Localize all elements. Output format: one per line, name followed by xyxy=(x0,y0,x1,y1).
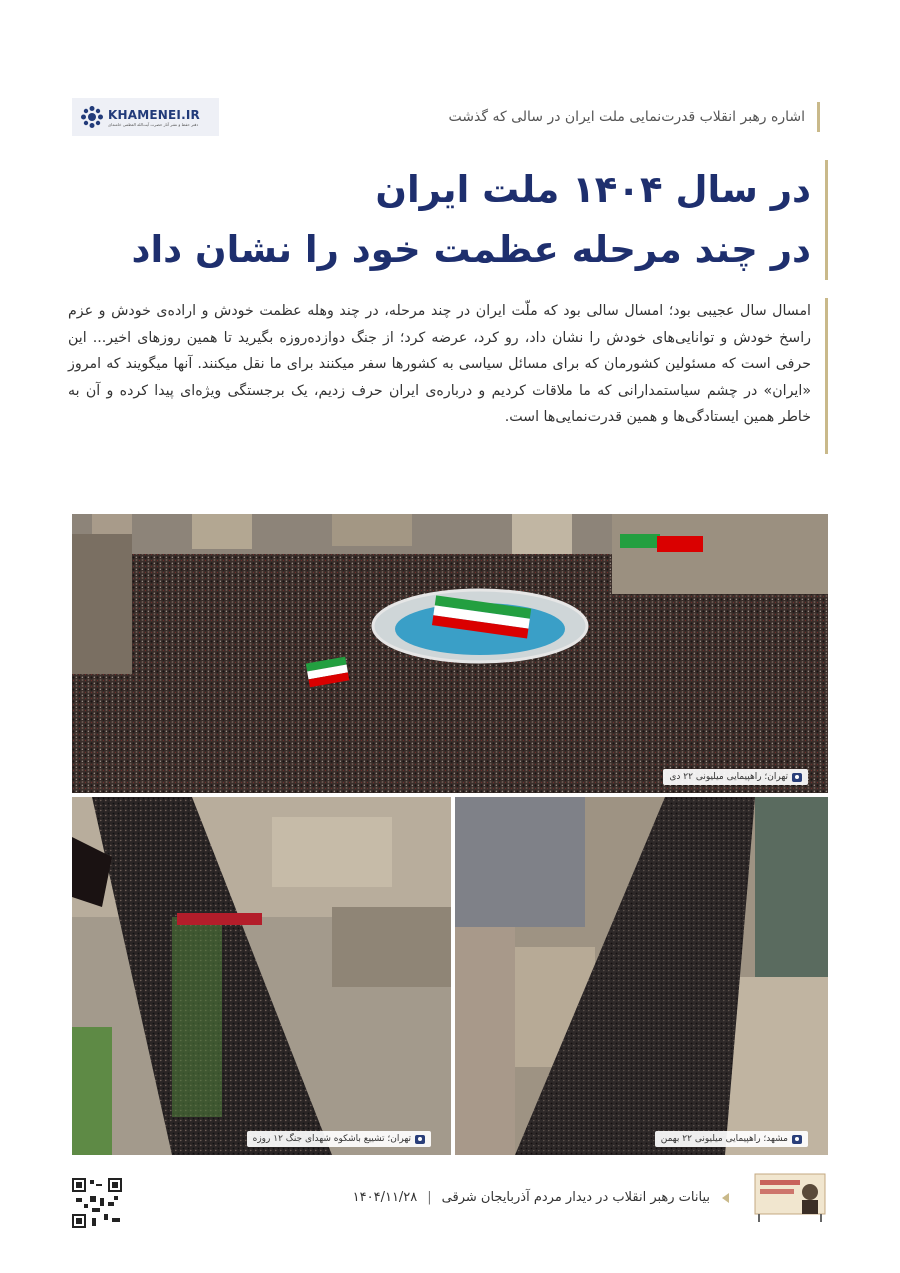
caption-left-text: تهران؛ تشییع باشکوه شهدای جنگ ۱۲ روزه xyxy=(252,1134,411,1144)
photo-tehran-rally xyxy=(72,514,828,793)
footer-divider: | xyxy=(427,1190,432,1205)
tehran-rally-image xyxy=(72,514,828,793)
quote-body xyxy=(68,298,828,454)
tehran-funeral-image xyxy=(72,797,451,1155)
headline-line-2: در چند مرحله عظمت خود را نشان داد xyxy=(131,228,811,271)
caption-left xyxy=(247,1131,431,1147)
footer-source-text: بیانات رهبر انقلاب در دیدار مردم آذربایجان شرقی xyxy=(441,1190,710,1205)
topic-label xyxy=(449,102,820,132)
camera-icon xyxy=(792,1135,802,1144)
quote-text: امسال سال عجیبی بود؛ امسال سالی بود که ملّت ایران در چند مرحله، در چند وهله عظمت خودش و اراده‌ی خودش و عزم راسخ خودش و توانایی‌های خودش را نشان داد، رو کرد، عرضه کرد؛ از جنگ دوازده‌روزه بگیرید تا همین روزهای اخیر... این حرفی است که مسئولین کشورمان که برای مسائل سیاسی به کشورها سفر میکنند برای ما نقل میکنند. آنها میگویند که امروز «ایران» در چشم سیاستمدارانی که ما ملاقات کردیم و درباره‌ی ایران حرف زدیم، یک برجستگی ویژه‌ای پیدا کرده و آن به خاطر همین ایستادگی‌ها و همین قدرت‌نمایی‌ها است. xyxy=(68,303,811,425)
leader-portrait-stamp-icon xyxy=(752,1172,828,1222)
qr-code-icon[interactable] xyxy=(72,1178,122,1228)
camera-icon xyxy=(792,773,802,782)
logo-name: KHAMENEI.IR xyxy=(108,107,200,122)
khamenei-logo[interactable] xyxy=(72,98,219,136)
logo-emblem-icon xyxy=(80,105,104,129)
caption-main-text: تهران؛ راهپیمایی میلیونی ۲۲ دی xyxy=(669,772,788,782)
caption-right-text: مشهد؛ راهپیمایی میلیونی ۲۲ بهمن xyxy=(660,1134,788,1144)
topic-text: اشاره رهبر انقلاب قدرت‌نمایی ملت ایران در سالی که گذشت xyxy=(448,109,805,125)
mashhad-rally-image xyxy=(455,797,828,1155)
footer-arrow-icon xyxy=(722,1193,729,1203)
photo-tehran-funeral xyxy=(72,797,451,1155)
caption-main xyxy=(663,769,808,785)
logo-subtitle: دفتر حفظ و نشر آثار حضرت آیت‌الله العظمی خامنه‌ای xyxy=(108,121,199,127)
photo-mashhad-rally xyxy=(455,797,828,1155)
footer-source xyxy=(353,1190,710,1205)
camera-icon xyxy=(415,1135,425,1144)
footer-date: ۱۴۰۴/۱۱/۲۸ xyxy=(352,1190,418,1205)
caption-right xyxy=(655,1131,808,1147)
headline-line-1: در سال ۱۴۰۴ ملت ایران xyxy=(375,168,811,211)
headline xyxy=(51,160,828,280)
